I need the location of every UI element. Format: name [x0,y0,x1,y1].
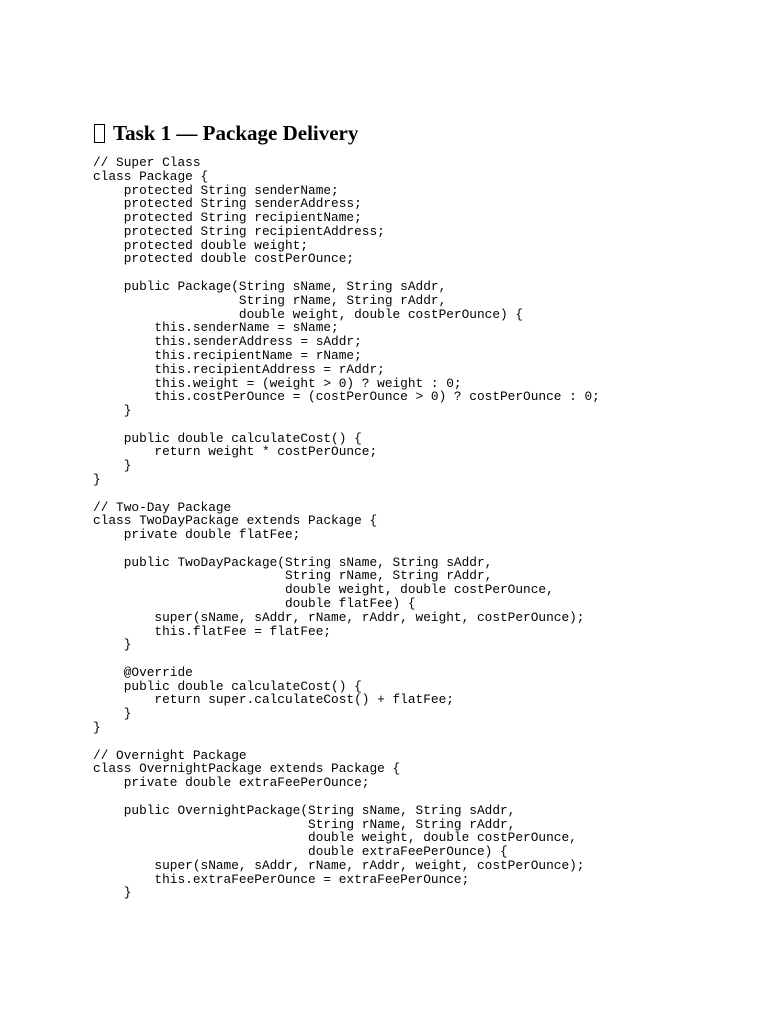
document-page [93,118,743,900]
page-title [93,118,743,148]
page-title-text: Task 1 — Package Delivery [113,121,359,145]
missing-glyph-icon [94,124,105,143]
code-block: // Super Class class Package { protected String senderName; protected String senderAddress; protected String recipientName; protected String recipientAddress; protected double weight; protected double costPerOunce; public Package(String sName, String sAddr, String rName, String rAddr, double weight, double costPerOunce) { this.senderName = sName; this.senderAddress = sAddr; this.recipientName = rName; this.recipientAddress = rAddr; this.weight = (weight > 0) ? weight : 0; this.costPerOunce = (costPerOunce > 0) ? costPerOunce : 0; } public double calculateCost() { return weight * costPerOunce; } } // Two-Day Package class TwoDayPackage extends Package { private double flatFee; public TwoDayPackage(String sName, String sAddr, String rName, String rAddr, double weight, double costPerOunce, double flatFee) { super(sName, sAddr, rName, rAddr, weight, costPerOunce); this.flatFee = flatFee; } @Override public double calculateCost() { return super.calculateCost() + flatFee; } } // Overnight Package class OvernightPackage extends Package { private double extraFeePerOunce; public OvernightPackage(String sName, String sAddr, String rName, String rAddr, double weight, double costPerOunce, double extraFeePerOunce) { super(sName, sAddr, rName, rAddr, weight, costPerOunce); this.extraFeePerOunce = extraFeePerOunce; } [93,155,600,901]
